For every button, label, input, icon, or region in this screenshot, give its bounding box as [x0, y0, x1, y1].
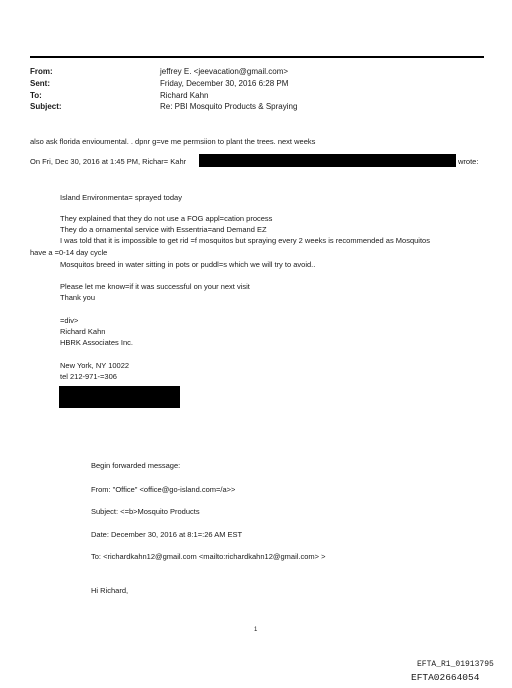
subject-value: Re: PBI Mosquito Products & Spraying	[160, 102, 298, 111]
forwarded-date: Date: December 30, 2016 at 8:1=:26 AM EST	[91, 530, 243, 539]
redaction-bar	[199, 154, 456, 167]
quoted-line: Island Environmenta= sprayed today	[60, 193, 182, 202]
quoted-line: I was told that it is impossible to get rid =f mosquitos but spraying every 2 weeks is recommended as Mosquitos	[60, 236, 430, 245]
forwarded-to: To: <richardkahn12@gmail.com <mailto:richardkahn12@gmail.com> >	[91, 552, 326, 561]
quote-wrote: wrote:	[458, 157, 479, 166]
from-label: From:	[30, 67, 53, 76]
to-value: Richard Kahn	[160, 91, 209, 100]
subject-label: Subject:	[30, 102, 62, 111]
redaction-bar	[59, 386, 180, 408]
to-label: To:	[30, 91, 42, 100]
quoted-line: have a =0-14 day cycle	[30, 248, 108, 257]
page-number: 1	[254, 627, 258, 633]
header-rule	[30, 56, 484, 58]
signature-line: Richard Kahn	[60, 327, 106, 336]
document-id: EFTA_R1_01913795	[417, 660, 494, 669]
quoted-line: Please let me know=if it was successful on your next visit	[60, 282, 250, 291]
document-id: EFTA02664054	[411, 672, 480, 683]
quoted-line: They explained that they do not use a FOG appl=cation process	[60, 214, 273, 223]
forwarded-begin: Begin forwarded message:	[91, 461, 181, 470]
forwarded-subject: Subject: <=b>Mosquito Products	[91, 507, 200, 516]
forwarded-greeting: Hi Richard,	[91, 586, 129, 595]
reply-line: also ask florida envioumental. . dpnr g=ve me permsiion to plant the trees. next weeks	[30, 137, 316, 146]
signature-line: tel 212-971-=306	[60, 372, 117, 381]
quote-intro: On Fri, Dec 30, 2016 at 1:45 PM, Richar= Kahr	[30, 157, 187, 166]
from-value: jeffrey E. <jeevacation@gmail.com>	[160, 67, 289, 76]
signature-line: =div>	[60, 316, 79, 325]
forwarded-from: From: "Office" <office@go-island.com=/a>>	[91, 485, 236, 494]
quoted-line: Mosquitos breed in water sitting in pots or puddl=s which we will try to avoid..	[60, 260, 316, 269]
sent-value: Friday, December 30, 2016 6:28 PM	[160, 79, 289, 88]
sent-label: Sent:	[30, 79, 50, 88]
quoted-line: They do a ornamental service with Essentria=and Demand EZ	[60, 225, 267, 234]
signature-line: HBRK Associates Inc.	[60, 338, 133, 347]
quoted-line: Thank you	[60, 293, 96, 302]
signature-line: New York, NY 10022	[60, 361, 130, 370]
